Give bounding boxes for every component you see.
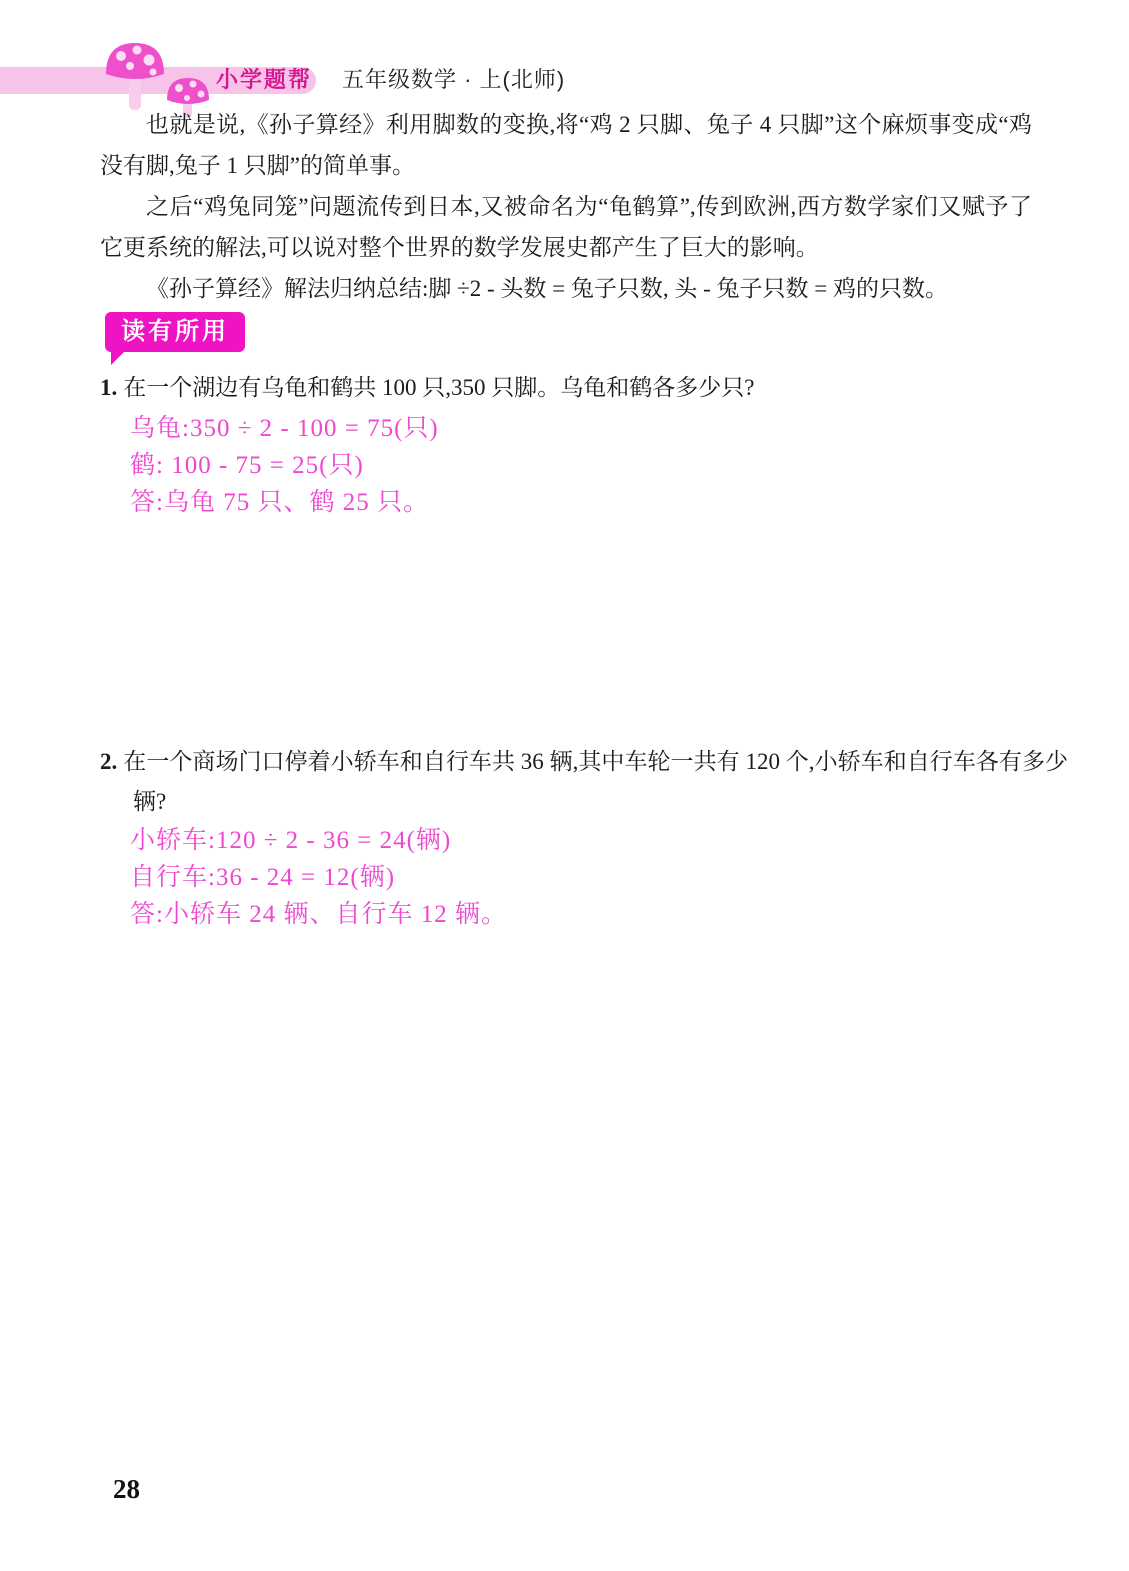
problem-1 <box>100 368 1068 408</box>
problem-2-question: 在一个商场门口停着小轿车和自行车共 36 辆,其中车轮一共有 120 个,小轿车和自行车各有多少辆? <box>123 749 1069 814</box>
problem-1-answer <box>130 410 830 521</box>
answer-line: 鹤: 100 - 75 = 25(只) <box>130 452 364 479</box>
answer-line: 答:小轿车 24 辆、自行车 12 辆。 <box>130 901 507 928</box>
problem-1-number: 1. <box>100 375 118 400</box>
intro-paragraph-2: 之后“鸡兔同笼”问题流传到日本,又被命名为“龟鹤算”,传到欧洲,西方数学家们又赋予了它更系统的解法,可以说对整个世界的数学发展史都产生了巨大的影响。 <box>100 194 1032 260</box>
problem-2-number: 2. <box>100 749 118 774</box>
section-badge: 读有所用 <box>105 312 245 352</box>
answer-line: 答:乌龟 75 只、鹤 25 只。 <box>130 489 429 516</box>
intro-paragraph-1: 也就是说,《孙子算经》利用脚数的变换,将“鸡 2 只脚、兔子 4 只脚”这个麻烦事变成“鸡没有脚,兔子 1 只脚”的简单事。 <box>100 112 1032 178</box>
intro-paragraph-3: 《孙子算经》解法归纳总结:脚 ÷2 - 头数 = 兔子只数, 头 - 兔子只数 = 鸡的只数。 <box>146 276 949 301</box>
intro-text-block <box>100 104 1032 309</box>
problem-2-answer <box>130 822 830 933</box>
problem-2 <box>100 742 1068 822</box>
problem-1-question: 在一个湖边有乌龟和鹤共 100 只,350 只脚。乌龟和鹤各多少只? <box>123 375 755 400</box>
answer-line: 乌龟:350 ÷ 2 - 100 = 75(只) <box>130 415 439 442</box>
brand-logo-text: 小学题帮 <box>216 67 313 92</box>
answer-line: 自行车:36 - 24 = 12(辆) <box>130 864 396 891</box>
answer-line: 小轿车:120 ÷ 2 - 36 = 24(辆) <box>130 827 452 854</box>
book-title: 五年级数学 · 上(北师) <box>342 67 566 92</box>
page-number: 28 <box>113 1474 140 1504</box>
